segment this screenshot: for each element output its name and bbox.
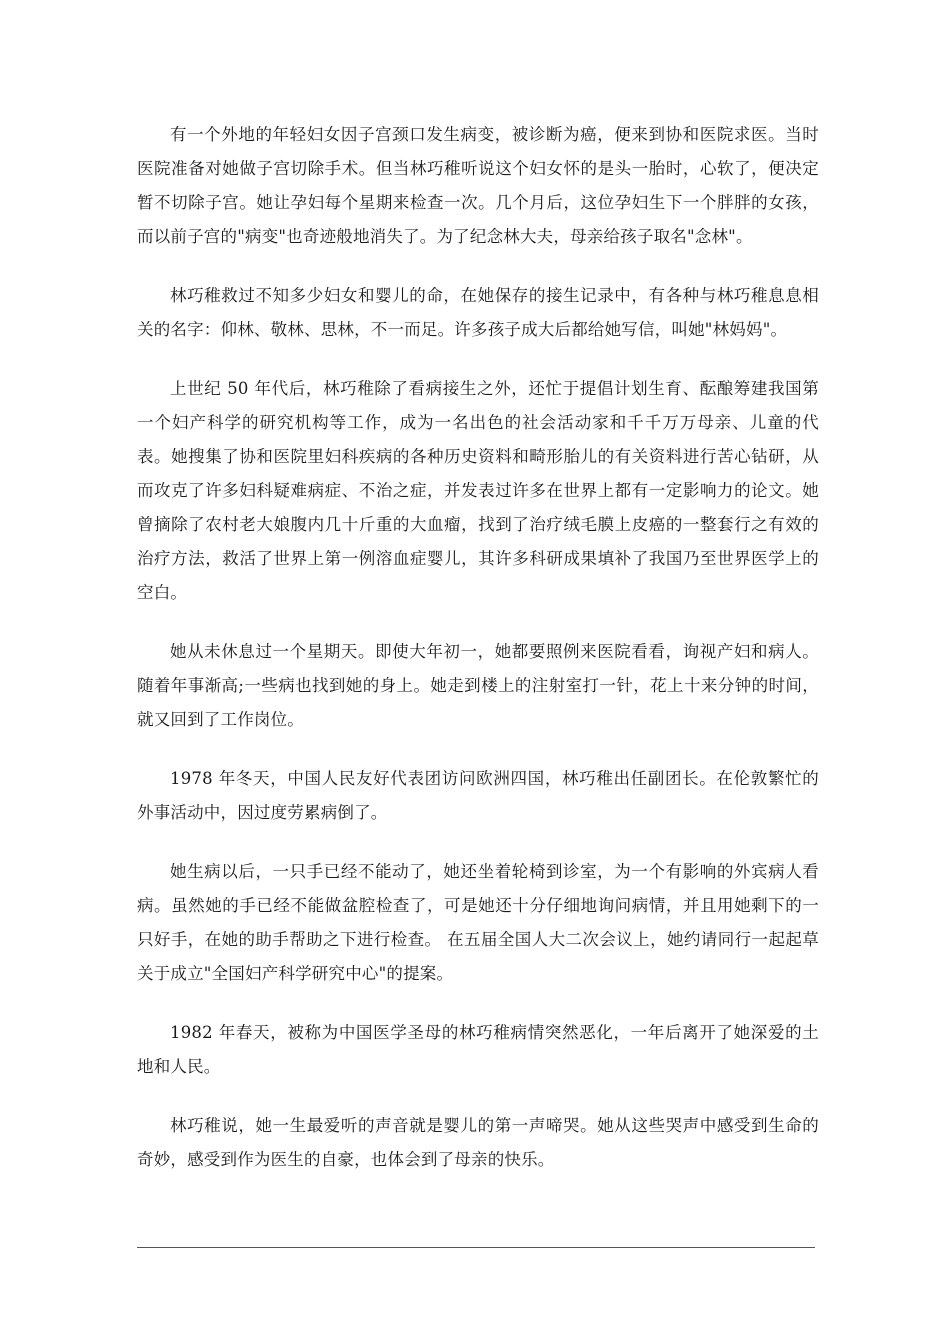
footer-divider <box>137 1247 815 1248</box>
paragraph-5: 1978 年冬天，中国人民友好代表团访问欧洲四国，林巧稚出任副团长。在伦敦繁忙的外事活动中，因过度劳累病倒了。 <box>137 769 819 822</box>
paragraph-7: 1982 年春天，被称为中国医学圣母的林巧稚病情突然恶化，一年后离开了她深爱的土地和人民。 <box>137 1023 819 1076</box>
paragraph-4: 她从未休息过一个星期天。即使大年初一，她都要照例来医院看看，询视产妇和病人。 随着年事渐高;一些病也找到她的身上。她走到楼上的注射室打一针，花上十来分钟的时间，就又回到了工作岗位。 <box>137 642 819 729</box>
paragraph-3: 上世纪 50 年代后，林巧稚除了看病接生之外，还忙于提倡计划生育、酝酿筹建我国第一个妇产科学的研究机构等工作，成为一名出色的社会活动家和千千万万母亲、儿童的代表。她搜集了协和医院里妇科疾病的各种历史资料和畸形胎儿的有关资料进行苦心钻研，从而攻克了许多妇科疑难病症、不治之症，并发表过许多在世界上都有一定影响力的论文。她曾摘除了农村老大娘腹内几十斤重的大血瘤，找到了治疗绒毛膜上皮癌的一整套行之有效的治疗方法，救活了世界上第一例溶血症婴儿，其许多科研成果填补了我国乃至世界医学上的空白。 <box>137 379 819 602</box>
document-body <box>137 118 819 1202</box>
paragraph-8: 林巧稚说，她一生最爱听的声音就是婴儿的第一声啼哭。她从这些哭声中感受到生命的奇妙，感受到作为医生的自豪，也体会到了母亲的快乐。 <box>137 1116 819 1169</box>
paragraph-6: 她生病以后，一只手已经不能动了，她还坐着轮椅到诊室，为一个有影响的外宾病人看病。虽然她的手已经不能做盆腔检查了，可是她还十分仔细地询问病情，并且用她剩下的一只好手，在她的助手帮助之下进行检查。 在五届全国人大二次会议上，她约请同行一起起草关于成立"全国妇产科学研究中心"的提案。 <box>137 862 819 983</box>
paragraph-2: 林巧稚救过不知多少妇女和婴儿的命，在她保存的接生记录中，有各种与林巧稚息息相关的名字：仰林、敬林、思林，不一而足。许多孩子成大后都给她写信，叫她"林妈妈"。 <box>137 286 819 339</box>
paragraph-1: 有一个外地的年轻妇女因子宫颈口发生病变，被诊断为癌，便来到协和医院求医。当时医院准备对她做子宫切除手术。但当林巧稚听说这个妇女怀的是头一胎时，心软了，便决定暂不切除子宫。她让孕妇每个星期来检查一次。几个月后，这位孕妇生下一个胖胖的女孩，而以前子宫的"病变"也奇迹般地消失了。为了纪念林大夫，母亲给孩子取名"念林"。 <box>137 125 819 246</box>
